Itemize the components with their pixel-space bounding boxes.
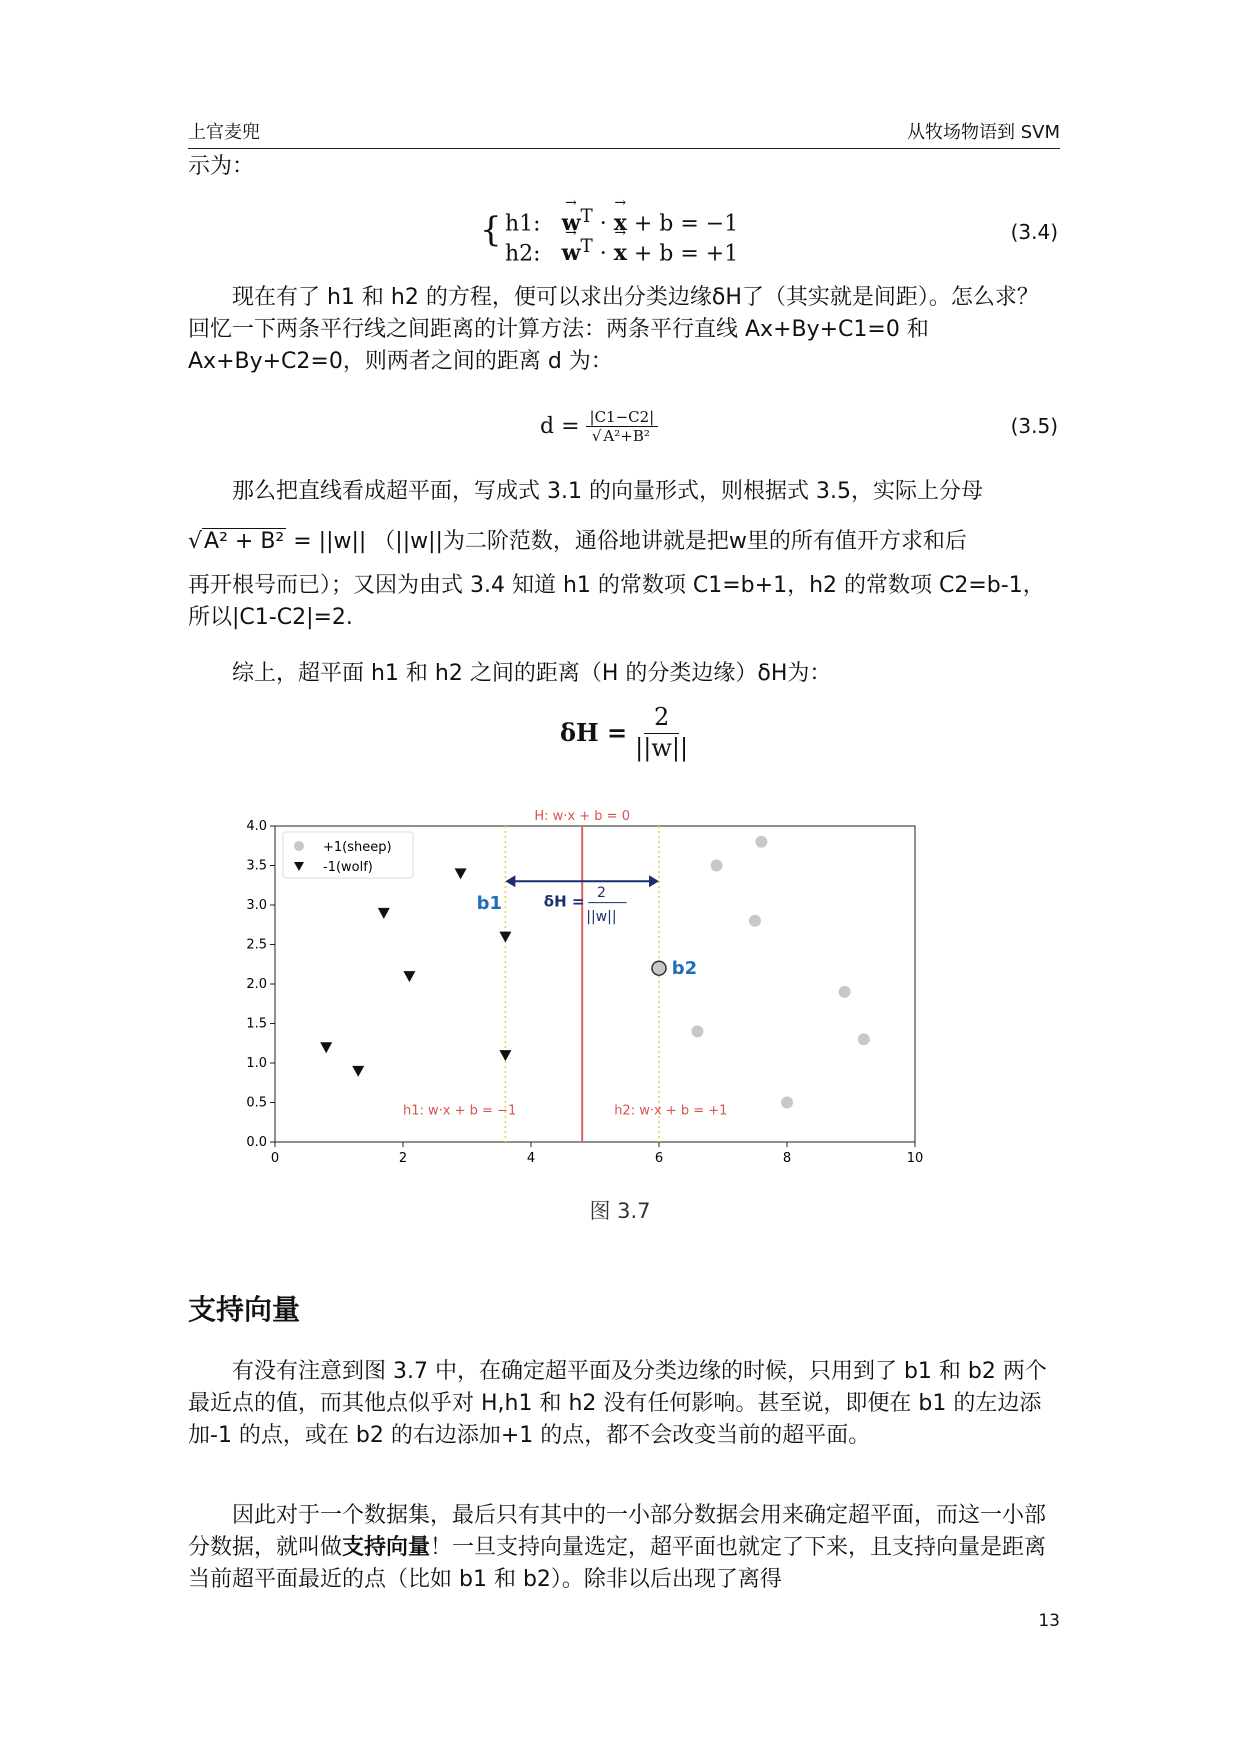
legend-sheep-label: +1(sheep) — [323, 840, 392, 855]
delta-denominator: ||w|| — [586, 908, 617, 925]
margin-equation — [560, 703, 688, 762]
page-header — [188, 118, 1060, 149]
eq-h2-rhs: +1 — [705, 241, 739, 267]
y-tick-label: 2.5 — [246, 937, 267, 953]
y-tick-label: 3.0 — [246, 898, 267, 913]
y-tick-label: 2.0 — [246, 977, 267, 992]
x-tick-label: 8 — [782, 1151, 792, 1166]
y-tick-label: 3.5 — [246, 858, 267, 874]
header-title: 从牧场物语到 SVM — [907, 122, 1060, 143]
legend-sheep-marker — [294, 841, 304, 851]
sheep-point — [781, 1097, 793, 1109]
page-number: 13 — [1038, 1611, 1060, 1631]
margin-lhs: δH = — [560, 718, 628, 747]
paragraph-2b: √A² + B² = ||w|| （||w||为二阶范数，通俗地讲就是把w里的所有值开方求和后 — [188, 529, 967, 554]
eq-number-3-4: (3.4) — [1010, 220, 1058, 244]
paragraph-3: 综上，超平面 h1 和 h2 之间的距离（H 的分类边缘）δH为： — [232, 661, 832, 686]
eq-distance-fraction — [586, 408, 659, 445]
h2-label: h2: w·x + b = +1 — [614, 1103, 728, 1119]
legend-wolf-label: -1(wolf) — [323, 860, 373, 875]
intro-text: 示为： — [188, 154, 255, 179]
sqrt-term: A² + B² — [204, 529, 285, 554]
sheep-point — [839, 986, 851, 998]
x-vector: x → — [614, 240, 627, 266]
eq-distance-den: A²+B² — [603, 427, 650, 445]
support-vector-b2 — [652, 961, 666, 975]
w-vector: w → — [562, 240, 581, 266]
margin-den: ||w|| — [635, 734, 689, 762]
margin-fraction — [635, 703, 688, 762]
eq-distance-lhs: d = — [540, 414, 580, 439]
y-tick-label: 0.0 — [246, 1135, 267, 1150]
sheep-point — [711, 860, 723, 872]
eq-h2-label: h2: — [505, 241, 541, 267]
header-author: 上官麦兜 — [188, 122, 260, 143]
sheep-point — [755, 836, 767, 848]
paragraph-2d: 再开根号而已）；又因为由式 3.4 知道 h1 的常数项 C1=b+1，h2 的常数项 C2=b-1，所以|C1-C2|=2. — [188, 573, 1045, 630]
svm-scatter-chart — [235, 800, 995, 1170]
h1-label: h1: w·x + b = −1 — [403, 1103, 517, 1119]
x-tick-label: 2 — [398, 1151, 408, 1166]
support-vector-term: 支持向量 — [342, 1535, 431, 1560]
delta-label: δH = — [543, 892, 585, 911]
eq-number-3-5: (3.5) — [1010, 414, 1058, 438]
paragraph-5a: 因此对于一个数据集，最后只有其中的一小部分数据会用来确定超平面，而这一小部分数据，就叫做 — [188, 1503, 1047, 1560]
eq-distance — [540, 408, 658, 445]
paragraph-5 — [188, 1500, 1060, 1596]
paragraph-1: 现在有了 h1 和 h2 的方程，便可以求出分类边缘δH了（其实就是间距）。怎么求？回忆一下两条平行线之间距离的计算方法：两条平行直线 Ax+By+C1=0 和 Ax+By+C2=0，则两者之间的距离 d 为： — [188, 285, 1039, 374]
eq-h1: h1: w →$^T$ · x → + b = −1 — [505, 206, 738, 236]
x-tick-label: 6 — [654, 1151, 664, 1166]
w-vector: w → — [562, 210, 581, 236]
eq-distance-num: |C1−C2| — [586, 408, 659, 427]
paragraph-5b: ！一旦支持向量选定，超平面也就定了下来，且支持向量是距离当前超平面最近的点（比如 b1 和 b2）。除非以后出现了离得 — [188, 1535, 1047, 1592]
eq-distance-den-wrap: √ A²+B² — [591, 427, 650, 445]
paragraph-2a: 那么把直线看成超平面，写成式 3.1 的向量形式，则根据式 3.5，实际上分母 — [232, 479, 983, 504]
y-tick-label: 1.5 — [246, 1016, 267, 1032]
b1-label: b1 — [476, 892, 503, 914]
x-tick-label: 4 — [526, 1151, 536, 1166]
sheep-point — [691, 1025, 703, 1037]
H-label: H: w·x + b = 0 — [534, 809, 630, 824]
eq-h1-label: h1: — [505, 211, 541, 237]
y-tick-label: 0.5 — [246, 1095, 267, 1111]
x-tick-label: 0 — [270, 1151, 280, 1166]
b2-label: b2 — [671, 958, 698, 980]
figure-caption: 图 3.7 — [589, 1199, 651, 1223]
x-tick-label: 10 — [906, 1151, 924, 1166]
eq-h2: h2: w →$^T$ · x → + b = +1 — [505, 236, 738, 266]
sheep-point — [858, 1033, 870, 1045]
section-title: 支持向量 — [188, 1293, 301, 1326]
y-tick-label: 1.0 — [246, 1056, 267, 1071]
delta-numerator: 2 — [596, 885, 606, 902]
eq-h1-rhs: −1 — [705, 211, 739, 237]
margin-num: 2 — [644, 703, 679, 734]
y-tick-label: 4.0 — [246, 819, 267, 834]
paragraph-2c: = ||w|| （||w||为二阶范数，通俗地讲就是把w里的所有值开方求和后 — [286, 529, 967, 554]
paragraph-4: 有没有注意到图 3.7 中，在确定超平面及分类边缘的时候，只用到了 b1 和 b2 两个最近点的值，而其他点似乎对 H,h1 和 h2 没有任何影响。甚至说，即便在 b1 的左边添加-1 的点，或在 b2 的右边添加+1 的点，都不会改变当前的超平面。 — [188, 1359, 1047, 1448]
x-vector: x → — [614, 210, 627, 236]
sheep-point — [749, 915, 761, 927]
brace: { — [480, 210, 502, 250]
